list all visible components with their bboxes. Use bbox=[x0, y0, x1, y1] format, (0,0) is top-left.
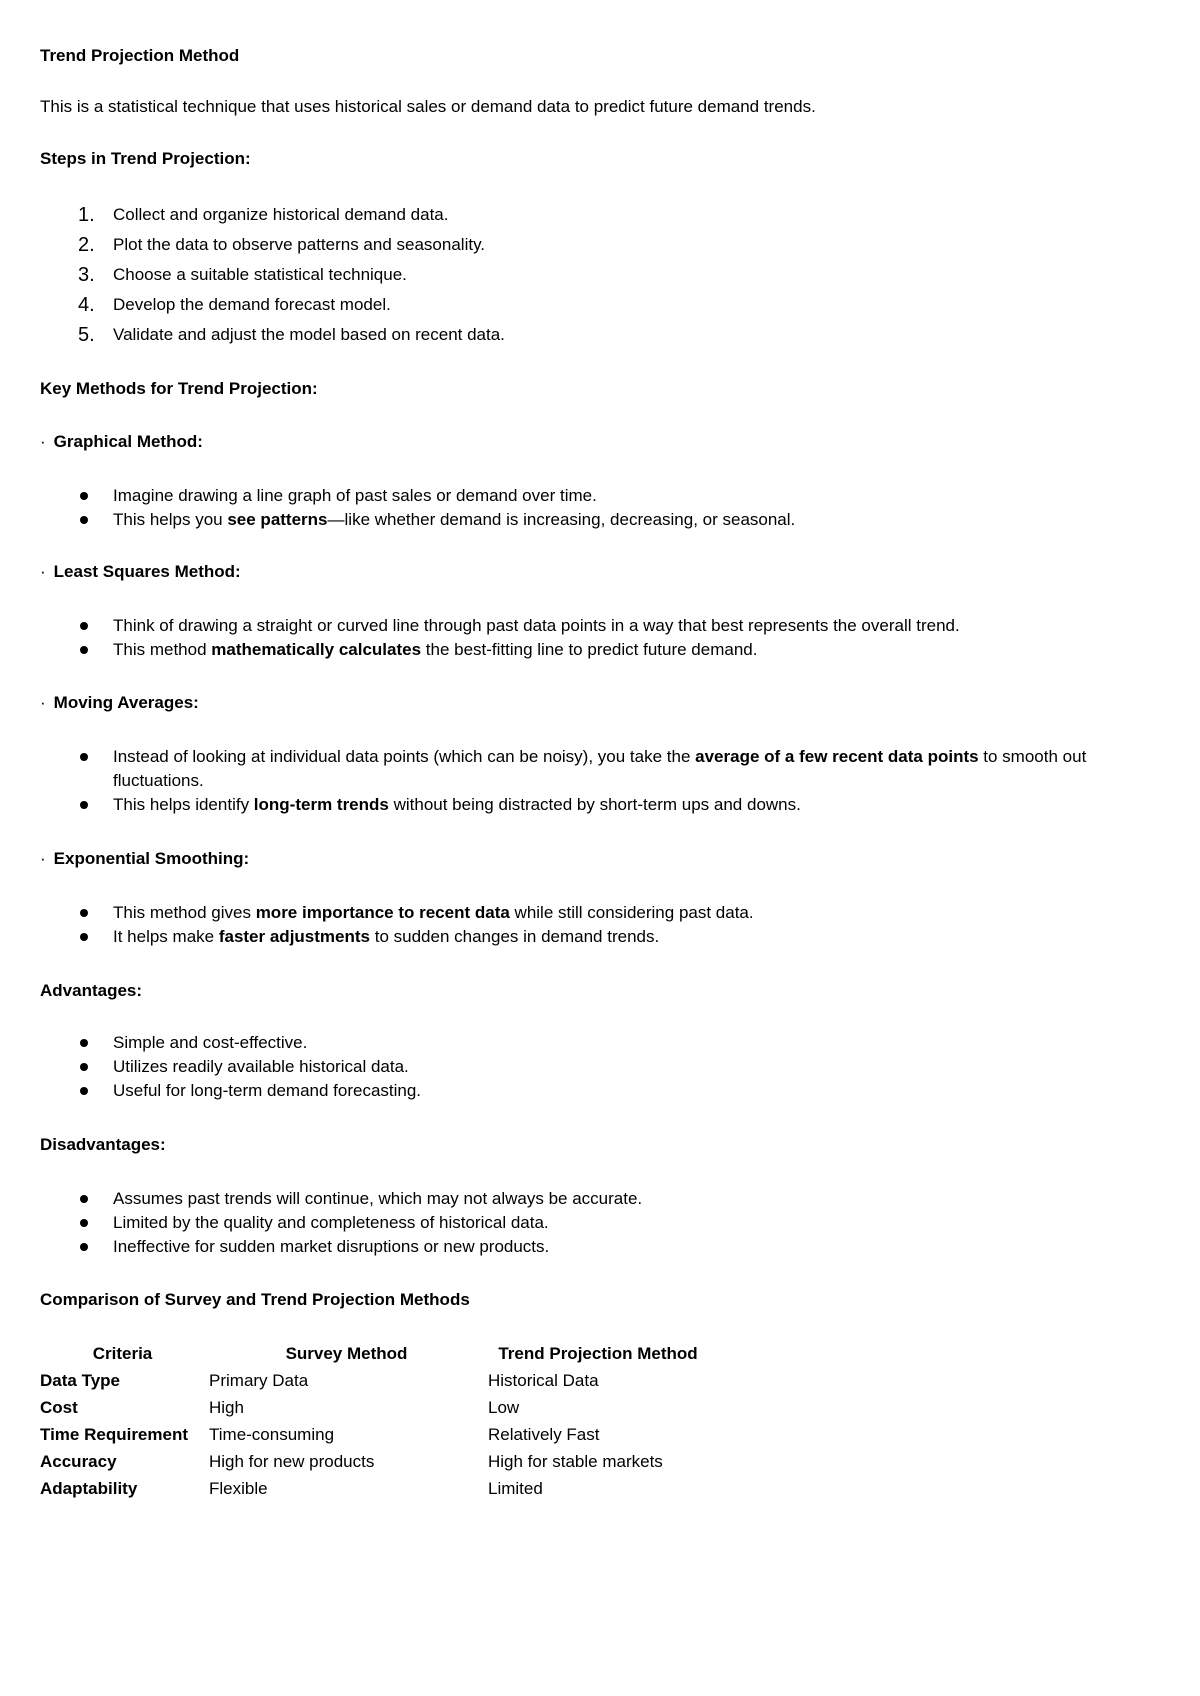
column-header: Survey Method bbox=[285, 1343, 408, 1363]
list-item: Assumes past trends will continue, which may not always be accurate. bbox=[40, 1187, 1140, 1211]
steps-list bbox=[40, 200, 1140, 350]
table-header-row bbox=[38, 1340, 710, 1367]
table-cell: Accuracy bbox=[40, 1451, 117, 1471]
table-cell: Time-consuming bbox=[209, 1424, 335, 1444]
step-number: 2. bbox=[78, 234, 95, 256]
list-item: This helps you see patterns—like whether demand is increasing, decreasing, or seasonal. bbox=[40, 508, 1140, 532]
table-cell: High bbox=[209, 1397, 244, 1417]
step-number: 4. bbox=[78, 294, 95, 316]
bullet-icon bbox=[80, 753, 88, 761]
moving-averages-list bbox=[40, 745, 1140, 817]
table-cell: Low bbox=[488, 1397, 520, 1417]
list-item: Imagine drawing a line graph of past sales or demand over time. bbox=[40, 484, 1140, 508]
comparison-heading: Comparison of Survey and Trend Projection Methods bbox=[40, 1290, 470, 1309]
disadvantages-list bbox=[40, 1187, 1140, 1259]
bullet-icon bbox=[80, 622, 88, 630]
bullet-icon bbox=[80, 1063, 88, 1071]
table-cell: Adaptability bbox=[40, 1478, 138, 1498]
bullet-icon bbox=[80, 1219, 88, 1227]
step-item bbox=[40, 290, 1140, 320]
bullet-icon bbox=[80, 1039, 88, 1047]
step-item bbox=[40, 200, 1140, 230]
bullet-icon bbox=[80, 646, 88, 654]
table-cell: Flexible bbox=[209, 1478, 268, 1498]
list-item: This helps identify long-term trends without being distracted by short-term ups and downs. bbox=[40, 793, 1140, 817]
list-item: This method mathematically calculates the best-fitting line to predict future demand. bbox=[40, 638, 1140, 662]
column-header: Trend Projection Method bbox=[498, 1343, 698, 1363]
list-item: Utilizes readily available historical data. bbox=[40, 1055, 1140, 1079]
step-number: 3. bbox=[78, 264, 95, 286]
bullet-icon bbox=[80, 492, 88, 500]
step-item bbox=[40, 230, 1140, 260]
table-cell: High for stable markets bbox=[488, 1451, 663, 1471]
table-row bbox=[38, 1367, 710, 1394]
step-text: Plot the data to observe patterns and seasonality. bbox=[113, 235, 486, 254]
key-methods-heading: Key Methods for Trend Projection: bbox=[40, 379, 318, 398]
table-row bbox=[38, 1475, 710, 1502]
comparison-table bbox=[38, 1340, 710, 1502]
advantages-list bbox=[40, 1031, 1140, 1103]
graphical-method-title: · Graphical Method: bbox=[40, 432, 203, 451]
table-row bbox=[38, 1421, 710, 1448]
list-item: Instead of looking at individual data points (which can be noisy), you take the average of a few recent data points to smooth out fluctuations. bbox=[40, 745, 1140, 793]
bullet-icon bbox=[80, 1195, 88, 1203]
exponential-smoothing-title: · Exponential Smoothing: bbox=[40, 849, 250, 868]
advantages-heading: Advantages: bbox=[40, 981, 143, 1000]
list-item: Ineffective for sudden market disruptions or new products. bbox=[40, 1235, 1140, 1259]
table-row bbox=[38, 1448, 710, 1475]
column-header: Criteria bbox=[92, 1343, 153, 1363]
least-squares-title: · Least Squares Method: bbox=[40, 562, 241, 581]
moving-averages-title: · Moving Averages: bbox=[40, 693, 199, 712]
step-number: 5. bbox=[78, 324, 95, 346]
table-cell: Limited bbox=[488, 1478, 543, 1498]
disadvantages-heading: Disadvantages: bbox=[40, 1135, 166, 1154]
step-text: Develop the demand forecast model. bbox=[113, 295, 391, 314]
table-cell: Historical Data bbox=[488, 1370, 599, 1390]
step-text: Validate and adjust the model based on recent data. bbox=[113, 325, 505, 344]
least-squares-list bbox=[40, 614, 1140, 662]
bullet-icon bbox=[80, 909, 88, 917]
list-item: Useful for long-term demand forecasting. bbox=[40, 1079, 1140, 1103]
table-cell: High for new products bbox=[209, 1451, 375, 1471]
step-text: Collect and organize historical demand data. bbox=[113, 205, 449, 224]
page-title: Trend Projection Method bbox=[40, 46, 240, 65]
step-item bbox=[40, 260, 1140, 290]
table-cell: Time Requirement bbox=[40, 1424, 189, 1444]
table-cell: Primary Data bbox=[209, 1370, 309, 1390]
bullet-icon bbox=[80, 1243, 88, 1251]
bullet-icon bbox=[80, 801, 88, 809]
intro-paragraph: This is a statistical technique that uses historical sales or demand data to predict future demand trends. bbox=[40, 97, 816, 116]
step-number: 1. bbox=[78, 204, 95, 226]
list-item: It helps make faster adjustments to sudden changes in demand trends. bbox=[40, 925, 1140, 949]
table-cell: Cost bbox=[40, 1397, 78, 1417]
list-item: This method gives more importance to recent data while still considering past data. bbox=[40, 901, 1140, 925]
exponential-smoothing-list bbox=[40, 901, 1140, 949]
bullet-glyph: · bbox=[40, 432, 46, 451]
steps-heading: Steps in Trend Projection: bbox=[40, 149, 251, 168]
bullet-icon bbox=[80, 516, 88, 524]
list-item: Limited by the quality and completeness of historical data. bbox=[40, 1211, 1140, 1235]
list-item: Simple and cost-effective. bbox=[40, 1031, 1140, 1055]
list-item: Think of drawing a straight or curved line through past data points in a way that best represents the overall trend. bbox=[40, 614, 1140, 638]
table-cell: Data Type bbox=[40, 1370, 120, 1390]
graphical-method-list bbox=[40, 484, 1140, 532]
step-text: Choose a suitable statistical technique. bbox=[113, 265, 407, 284]
bullet-icon bbox=[80, 1087, 88, 1095]
bullet-icon bbox=[80, 933, 88, 941]
table-cell: Relatively Fast bbox=[488, 1424, 600, 1444]
step-item bbox=[40, 320, 1140, 350]
table-row bbox=[38, 1394, 710, 1421]
